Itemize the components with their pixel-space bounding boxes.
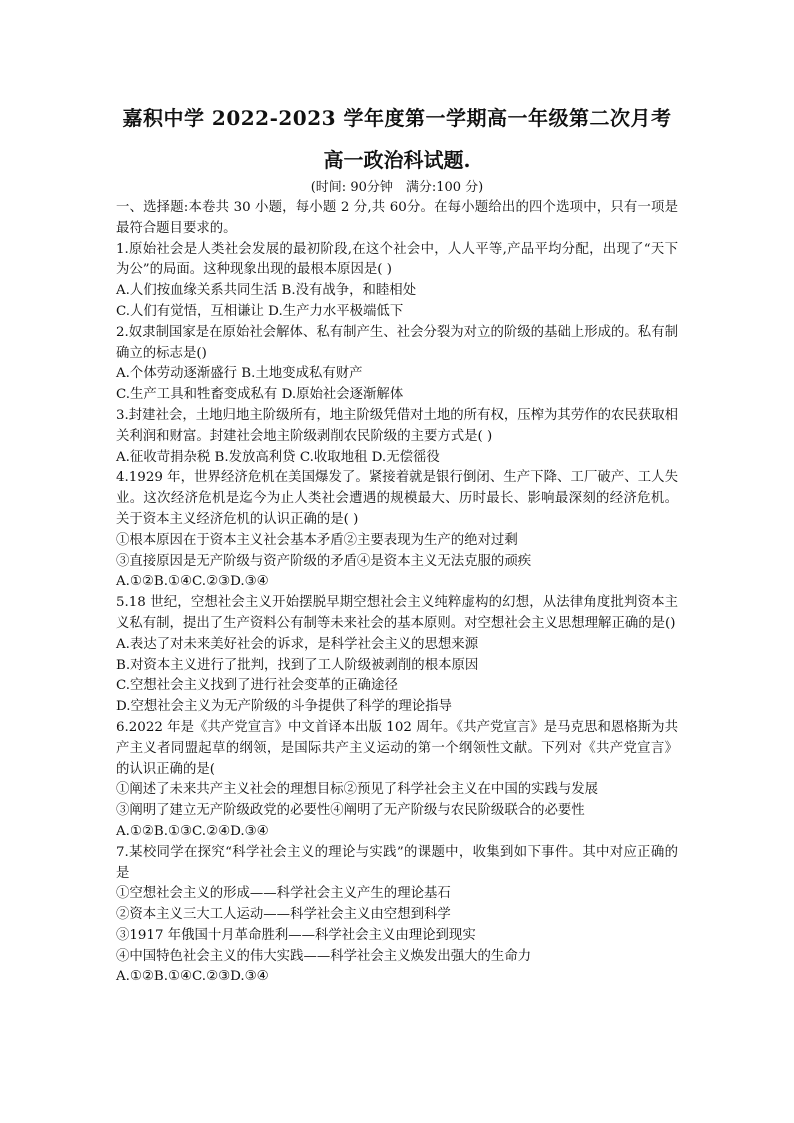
question-line: C.空想社会主义找到了进行社会变革的正确途径 <box>116 678 398 694</box>
exam-title: 嘉积中学 2022-2023 学年度第一学期高一年级第二次月考 <box>122 106 672 130</box>
question-line: ①根本原因在于资本主义社会基本矛盾②主要表现为生产的绝对过剩 <box>116 532 518 548</box>
section-instructions: 一、选择题:本卷共 30 小题，每小题 2 分,共 60分。在每小题给出的四个选项中，只有一项是最符合题目要求的。 <box>116 200 678 236</box>
question-line: ③阐明了建立无产阶级政党的必要性④阐明了无产阶级与农民阶级联合的必要性 <box>116 803 585 819</box>
exam-body <box>116 198 678 988</box>
question-line: A.①②B.①③C.②④D.③④ <box>116 823 269 839</box>
question-3 <box>116 406 678 468</box>
question-line: ①空想社会主义的形成——科学社会主义产生的理论基石 <box>116 886 451 902</box>
question-line: A.①②B.①④C.②③D.③④ <box>116 969 269 985</box>
question-6 <box>116 718 678 843</box>
question-stem: 2.奴隶制国家是在原始社会解体、私有制产生、社会分裂为对立的阶级的基础上形成的。私有制确立的标志是() <box>116 324 678 361</box>
question-line: ③直接原因是无产阶级与资产阶级的矛盾④是资本主义无法克服的顽疾 <box>116 553 532 569</box>
exam-time-and-score: (时间: 90分钟 满分:100 分) <box>310 180 484 195</box>
exam-subtitle: 高一政治科试题. <box>323 148 471 172</box>
question-stem: 1.原始社会是人类社会发展的最初阶段,在这个社会中，人人平等,产品平均分配，出现了“天下为公”的局面。这种现象出现的最根本原因是( ) <box>116 241 678 278</box>
question-line: A.征收苛捐杂税 B.发放高利贷 C.收取地租 D.无偿徭役 <box>116 449 440 465</box>
question-7 <box>116 843 678 989</box>
question-line: ④中国特色社会主义的伟大实践——科学社会主义焕发出强大的生命力 <box>116 948 532 964</box>
question-line: B.对资本主义进行了批判，找到了工人阶级被剥削的根本原因 <box>116 657 479 673</box>
question-line: ②资本主义三大工人运动——科学社会主义由空想到科学 <box>116 907 451 923</box>
question-stem: 7.某校同学在探究“科学社会主义的理论与实践”的课题中，收集到如下事件。其中对应正确的是 <box>116 844 678 881</box>
question-line: A.表达了对未来美好社会的诉求，是科学社会主义的思想来源 <box>116 636 479 652</box>
question-line: ①阐述了未来共产主义社会的理想目标②预见了科学社会主义在中国的实践与发展 <box>116 782 599 798</box>
question-stem: 6.2022 年是《共产党宣言》中文首译本出版 102 周年。《共产党宣言》是马克思和恩格斯为共产主义者同盟起草的纲领，是国际共产主义运动的第一个纲领性文献。下列对《共产党宣言》的认识正确的是( <box>116 719 678 777</box>
question-5 <box>116 593 678 718</box>
question-line: A.人们按血缘关系共同生活 B.没有战争，和睦相处 <box>116 283 417 299</box>
question-line: D.空想社会主义为无产阶级的斗争提供了科学的理论指导 <box>116 699 452 715</box>
question-1 <box>116 240 678 323</box>
question-line: C.生产工具和牲畜变成私有 D.原始社会逐渐解体 <box>116 387 404 403</box>
question-line: ③1917 年俄国十月革命胜利——科学社会主义由理论到现实 <box>116 927 476 943</box>
question-4 <box>116 468 678 593</box>
question-2 <box>116 323 678 406</box>
question-stem: 3.封建社会，土地归地主阶级所有，地主阶级凭借对土地的所有权，压榨为其劳作的农民获取相关利润和财富。封建社会地主阶级剥削农民阶级的主要方式是( ) <box>116 407 678 444</box>
question-stem: 4.1929 年，世界经济危机在美国爆发了。紧接着就是银行倒闭、生产下降、工厂破产、工人失业。这次经济危机是迄今为止人类社会遭遇的规模最大、历时最长、影响最深刻的经济危机。关于资本主义经济危机的认识正确的是( ) <box>116 470 678 527</box>
question-line: C.人们有觉悟，互相谦让 D.生产力水平极端低下 <box>116 303 404 319</box>
question-line: A.个体劳动逐渐盛行 B.土地变成私有财产 <box>116 366 363 382</box>
question-stem: 5.18 世纪，空想社会主义开始摆脱早期空想社会主义纯粹虚构的幻想，从法律角度批判资本主义私有制，提出了生产资料公有制等未来社会的基本原则。对空想社会主义思想理解正确的是() <box>116 595 678 631</box>
question-line: A.①②B.①④C.②③D.③④ <box>116 574 269 590</box>
